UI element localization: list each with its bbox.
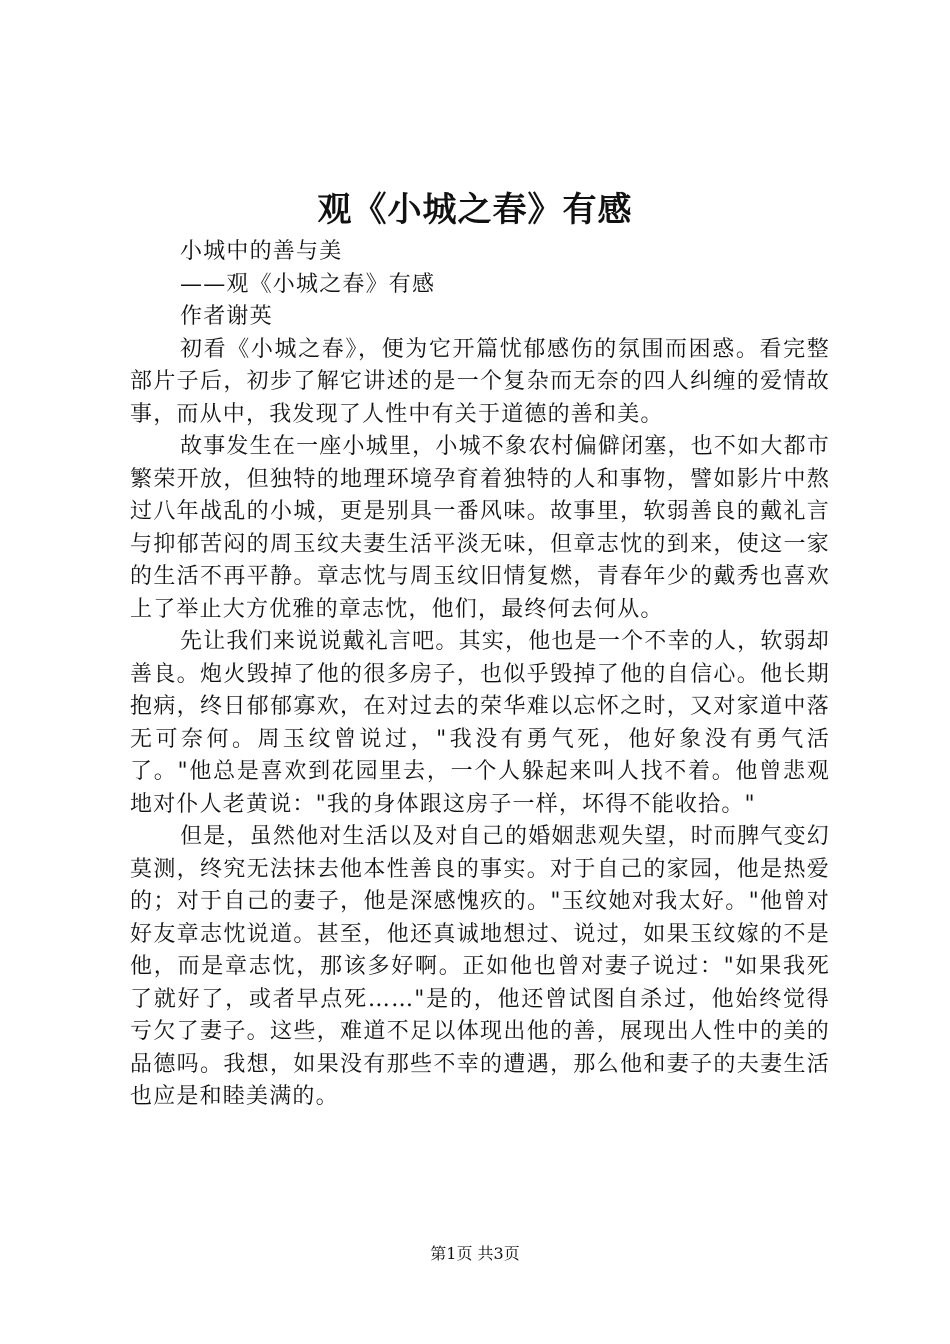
paragraph-3: 先让我们来说说戴礼言吧。其实，他也是一个不幸的人，软弱却善良。炮火毁掉了他的很多房子，也似乎毁掉了他的自信心。他长期抱病，终日郁郁寡欢，在对过去的荣华难以忘怀之时，又对家道中落无可奈何。周玉纹曾说过，"我没有勇气死，他好象没有勇气活了。"他总是喜欢到花园里去，一个人躲起来叫人找不着。他曾悲观地对仆人老黄说："我的身体跟这房子一样，坏得不能收拾。" <box>130 629 830 817</box>
document-author: 作者谢英 <box>180 304 273 329</box>
paragraph-4: 但是，虽然他对生活以及对自己的婚姻悲观失望，时而脾气变幻莫测，终究无法抹去他本性善良的事实。对于自己的家园，他是热爱的；对于自己的妻子，他是深感愧疚的。"玉纹她对我太好。"他曾对好友章志忱说道。甚至，他还真诚地想过、说过，如果玉纹嫁的不是他，而是章志忱，那该多好啊。正如他也曾对妻子说过："如果我死了就好了，或者早点死……"是的，他还曾试图自杀过，他始终觉得亏欠了妻子。这些，难道不足以体现出他的善，展现出人性中的美的品德吗。我想，如果没有那些不幸的遭遇，那么他和妻子的夫妻生活也应是和睦美满的。 <box>130 824 830 1109</box>
document-subtitle: 小城中的善与美 <box>180 239 343 264</box>
paragraph-2: 故事发生在一座小城里，小城不象农村偏僻闭塞，也不如大都市繁荣开放，但独特的地理环境孕育着独特的人和事物，譬如影片中熬过八年战乱的小城，更是别具一番风味。故事里，软弱善良的戴礼言与抑郁苦闷的周玉纹夫妻生活平淡无味，但章志忱的到来，使这一家的生活不再平静。章志忱与周玉纹旧情复燃，青春年少的戴秀也喜欢上了举止大方优雅的章志忱，他们，最终何去何从。 <box>130 434 830 622</box>
document-title: 观《小城之春》有感 <box>317 190 633 230</box>
paragraph-1: 初看《小城之春》，便为它开篇忧郁感伤的氛围而困惑。看完整部片子后，初步了解它讲述的是一个复杂而无奈的四人纠缠的爱情故事，而从中，我发现了人性中有关于道德的善和美。 <box>130 336 830 427</box>
document-subtitle-2: ——观《小城之春》有感 <box>180 271 436 297</box>
document-body <box>130 236 830 1114</box>
page-footer: 第1页 共3页 <box>430 1244 520 1263</box>
